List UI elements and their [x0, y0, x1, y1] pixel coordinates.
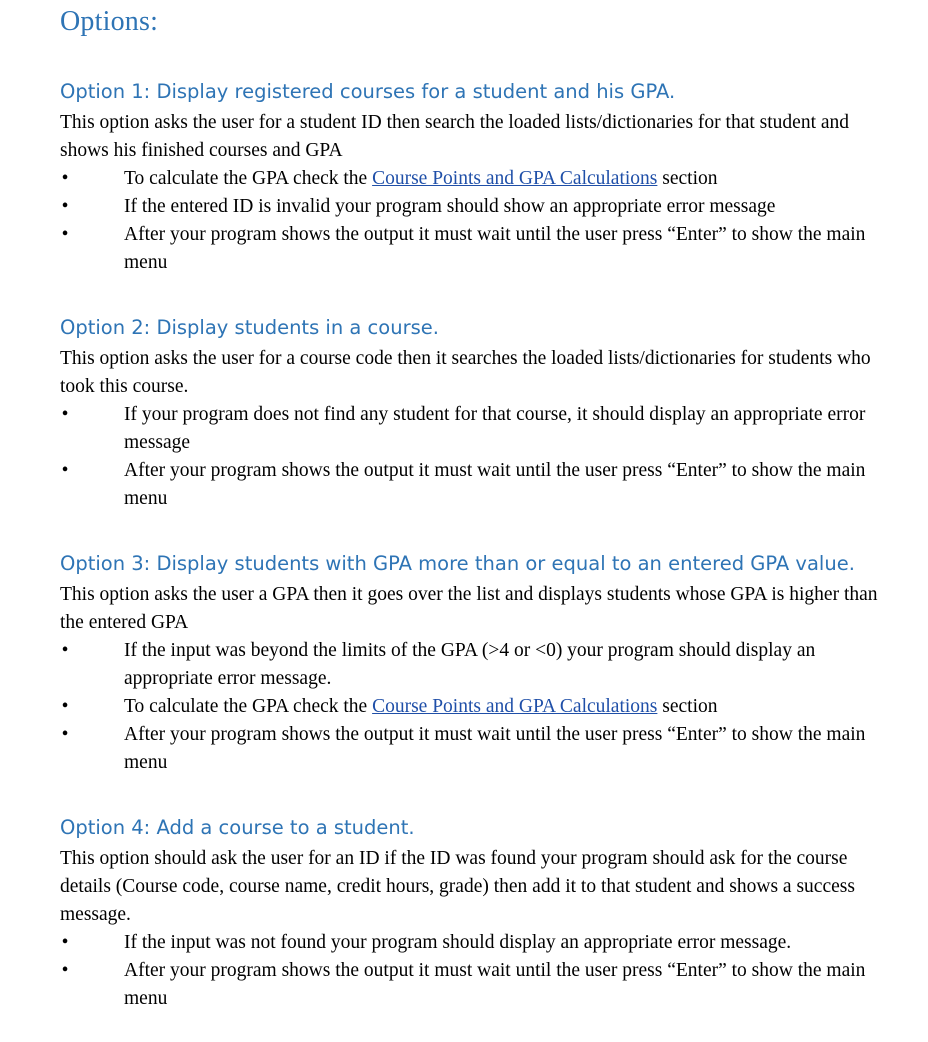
list-item-text: After your program shows the output it must wait until the user press “Enter” to show the main menu: [124, 224, 866, 273]
bullet-list: [60, 929, 900, 1013]
bullet-icon: •: [61, 960, 69, 981]
list-item-text: To calculate the GPA check the: [124, 168, 373, 189]
list-item: [60, 721, 900, 777]
gpa-calculations-link[interactable]: Course Points and GPA Calculations: [372, 168, 658, 189]
bullet-icon: •: [61, 696, 69, 717]
section-option-4: [60, 814, 900, 1013]
section-option-3: [60, 550, 900, 777]
bullet-icon: •: [61, 224, 69, 245]
section-description: This option asks the user for a student ID then search the loaded lists/dictionaries for that student and shows his finished courses and GPA: [60, 112, 850, 161]
list-item: [60, 457, 900, 513]
bullet-icon: •: [61, 168, 69, 189]
section-heading: Option 3: Display students with GPA more than or equal to an entered GPA value.: [60, 552, 855, 575]
section-description: This option should ask the user for an ID if the ID was found your program should ask for the course details (Course code, course name, credit hours, grade) then add it to that student and shows a success message.: [60, 848, 855, 925]
list-item-text: If the input was not found your program should display an appropriate error message.: [124, 932, 792, 953]
page-title: Options:: [60, 6, 159, 37]
bullet-icon: •: [61, 196, 69, 217]
section-option-2: [60, 314, 900, 513]
list-item: [60, 165, 900, 193]
gpa-calculations-link[interactable]: Course Points and GPA Calculations: [372, 696, 658, 717]
section-option-1: [60, 78, 900, 277]
list-item: [60, 221, 900, 277]
bullet-icon: •: [61, 640, 69, 661]
list-item: [60, 929, 900, 957]
list-item-text: section: [657, 696, 718, 717]
list-item-text: To calculate the GPA check the: [124, 696, 373, 717]
bullet-list: [60, 165, 900, 277]
list-item: [60, 401, 900, 457]
list-item-text: After your program shows the output it must wait until the user press “Enter” to show the main menu: [124, 724, 866, 773]
section-description: This option asks the user a GPA then it goes over the list and displays students whose GPA is higher than the entered GPA: [60, 584, 878, 633]
list-item-text: If the entered ID is invalid your program should show an appropriate error message: [124, 196, 776, 217]
list-item-text: If your program does not find any student for that course, it should display an appropriate error message: [124, 404, 866, 453]
bullet-list: [60, 637, 900, 777]
section-heading: Option 4: Add a course to a student.: [60, 816, 415, 839]
list-item-text: section: [657, 168, 718, 189]
list-item: [60, 193, 900, 221]
list-item: [60, 637, 900, 693]
bullet-icon: •: [61, 724, 69, 745]
bullet-list: [60, 401, 900, 513]
list-item: [60, 693, 900, 721]
bullet-icon: •: [61, 932, 69, 953]
section-description: This option asks the user for a course code then it searches the loaded lists/dictionaries for students who took this course.: [60, 348, 871, 397]
bullet-icon: •: [61, 404, 69, 425]
list-item: [60, 957, 900, 1013]
section-heading: Option 2: Display students in a course.: [60, 316, 439, 339]
list-item-text: After your program shows the output it must wait until the user press “Enter” to show the main menu: [124, 460, 866, 509]
list-item-text: If the input was beyond the limits of the GPA (>4 or <0) your program should display an appropriate error message.: [124, 640, 816, 689]
list-item-text: After your program shows the output it must wait until the user press “Enter” to show the main menu: [124, 960, 866, 1009]
bullet-icon: •: [61, 460, 69, 481]
section-heading: Option 1: Display registered courses for a student and his GPA.: [60, 80, 676, 103]
